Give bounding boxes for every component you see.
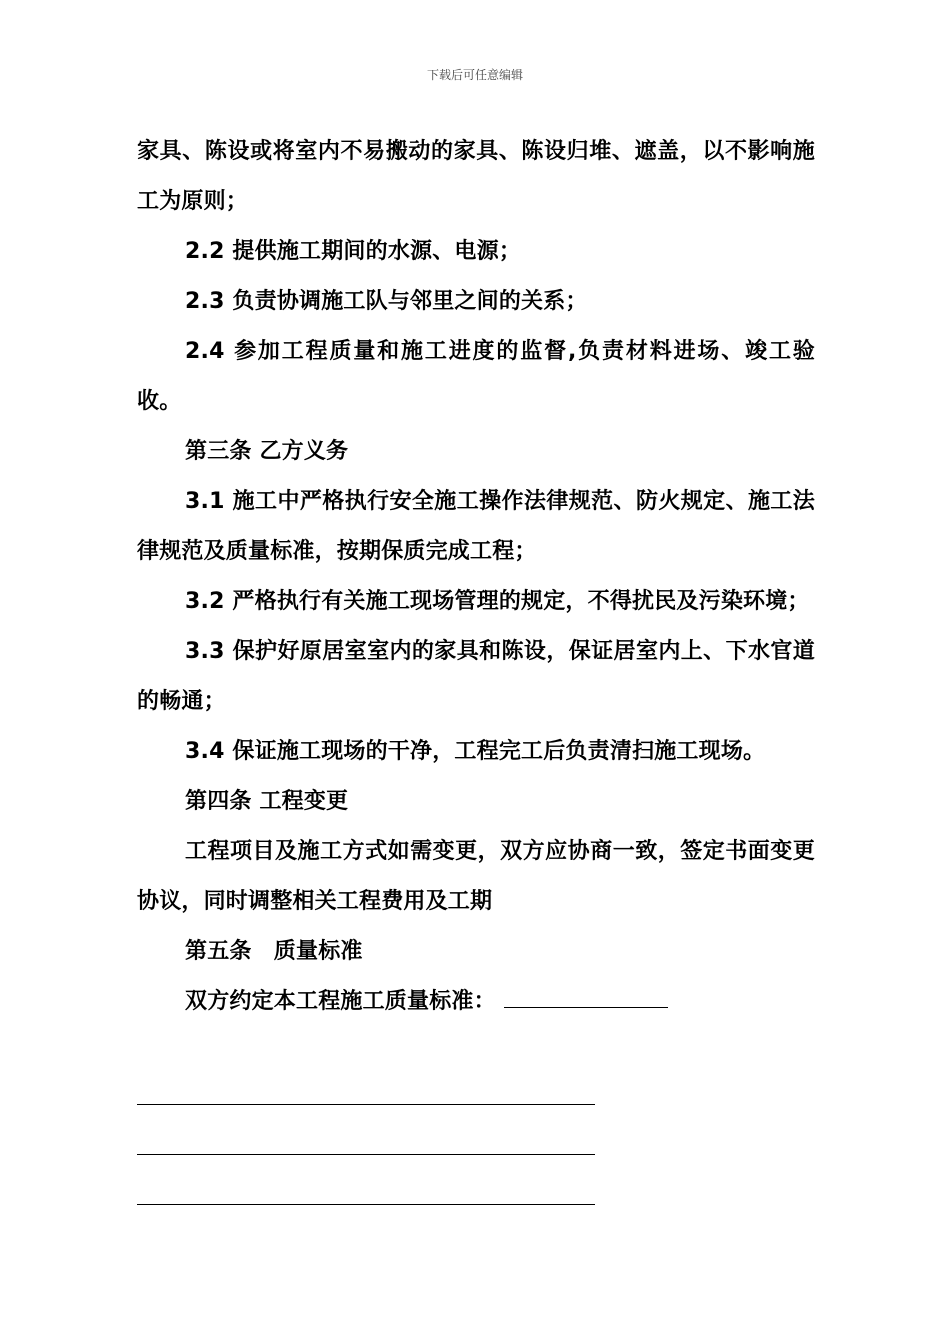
blank-line bbox=[137, 1154, 595, 1155]
quality-standard-label: 双方约定本工程施工质量标准： bbox=[185, 989, 496, 1014]
clause-3-2: 3.2 严格执行有关施工现场管理的规定，不得扰民及污染环境； bbox=[185, 589, 810, 614]
clause-2-2: 2.2 提供施工期间的水源、电源； bbox=[185, 239, 522, 264]
document-body bbox=[137, 127, 815, 1027]
article-4-body: 工程项目及施工方式如需变更，双方应协商一致，签定书面变更协议，同时调整相关工程费用及工期 bbox=[137, 839, 815, 914]
clause-3-1: 3.1 施工中严格执行安全施工操作法律规范、防火规定、施工法律规范及质量标准，按期保质完成工程； bbox=[137, 489, 815, 564]
clause-3-4: 3.4 保证施工现场的干净，工程完工后负责清扫施工现场。 bbox=[185, 739, 766, 764]
clause-2-3: 2.3 负责协调施工队与邻里之间的关系； bbox=[185, 289, 588, 314]
clause-3-3: 3.3 保护好原居室室内的家具和陈设，保证居室内上、下水官道的畅通； bbox=[137, 639, 815, 714]
clause-2-4: 2.4 参加工程质量和施工进度的监督,负责材料进场、竣工验收。 bbox=[137, 339, 815, 414]
article-4-heading: 第四条 工程变更 bbox=[185, 789, 349, 814]
paragraph-furniture-handling: 家具、陈设或将室内不易搬动的家具、陈设归堆、遮盖，以不影响施工为原则； bbox=[137, 139, 815, 214]
blank-line bbox=[137, 1104, 595, 1105]
article-5-heading: 第五条 质量标准 bbox=[185, 939, 363, 964]
page-header-note: 下载后可任意编辑 bbox=[426, 68, 523, 82]
quality-standard-line bbox=[137, 977, 815, 1027]
quality-standard-blank bbox=[504, 979, 668, 1008]
article-3-heading: 第三条 乙方义务 bbox=[185, 439, 349, 464]
blank-line bbox=[137, 1204, 595, 1205]
blank-fill-lines bbox=[137, 1104, 595, 1254]
